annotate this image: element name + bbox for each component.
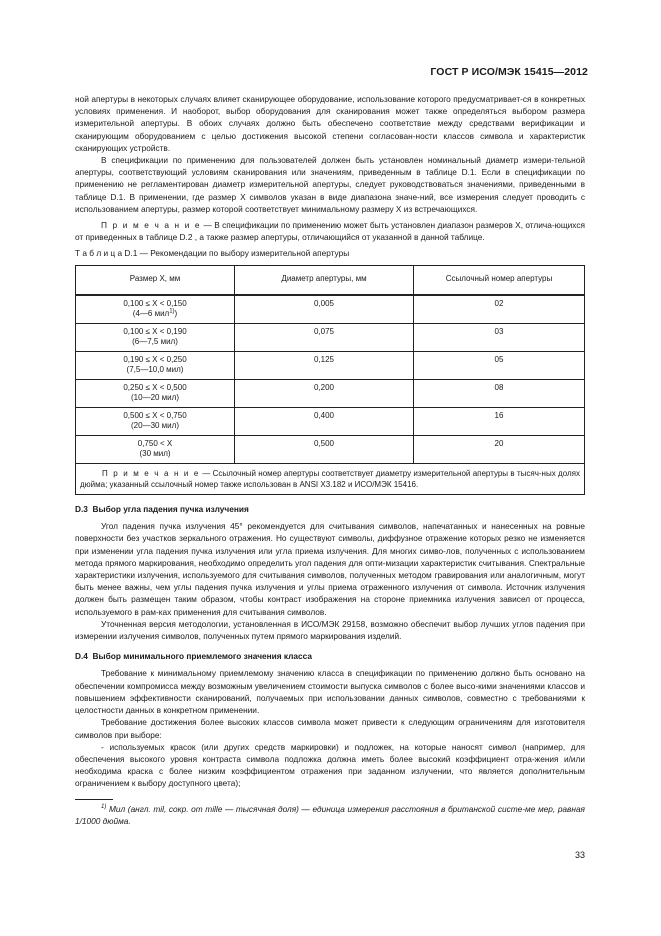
section-number: D.3 xyxy=(75,504,88,515)
note-1-label: П р и м е ч а н и е xyxy=(101,220,202,231)
cell-x-size xyxy=(76,295,235,324)
standard-header: ГОСТ Р ИСО/МЭК 15415—2012 xyxy=(430,66,588,78)
table-note-row xyxy=(76,463,585,494)
section-d3-heading xyxy=(75,503,585,515)
cell-ref: 03 xyxy=(414,323,585,351)
x-size-mil: (30 мил) xyxy=(139,449,171,459)
cell-ref: 05 xyxy=(414,351,585,379)
cell-x-size xyxy=(76,435,235,463)
x-size-mil xyxy=(80,309,230,320)
table-row xyxy=(76,407,585,435)
table-caption: Т а б л и ц а D.1 — Рекомендации по выбору измерительной апертуры xyxy=(75,248,350,259)
d3-paragraph-2: Уточненная версия методологии, установленная в ИСО/МЭК 29158, возможно обеспечит выбор лучших углов падения при измерении излучения символов, полученных путем прямого маркирования изделий. xyxy=(75,618,585,642)
d3-paragraph-1: Угол падения пучка излучения 45° рекомендуется для считывания символов, напечатанных и нанесенных на ровные поверхности без участков зеркального отражения. Но существуют символы, диффузное отражение которых резко не изменяется при изменении угла падения пучка излучения или угла приема излучения. Для многих симво-лов, полученных с использованием метода прямого маркирования, необходимо определить угол падения для опти-мизации характеристик считывания. Спектральные характеристики излучения, используемого для считывания символов, полученных методом гравирования или аналогичным, могут быть менее важны, чем углы падения пучка излучения и углы приема отраженного излучения от символа. Источник излучения должен быть размещен таким образом, чтобы контраст изображения на стороне приемника излучения зависел от процесса, используемого в рам-ках применения для считывания символов. xyxy=(75,521,585,617)
cell-ref: 20 xyxy=(414,435,585,463)
cell-x-size xyxy=(76,379,235,407)
cell-diameter: 0,005 xyxy=(235,295,414,324)
cell-diameter: 0,500 xyxy=(235,435,414,463)
table-note xyxy=(76,463,585,494)
mil-range-end: ) xyxy=(174,309,178,319)
x-size-range: 0,750 < X xyxy=(137,438,173,448)
header-x-size: Размер X, мм xyxy=(76,265,235,295)
x-size-range: 0,100 ≤ X < 0,190 xyxy=(123,326,187,336)
table-header-row xyxy=(76,265,585,295)
cell-ref: 16 xyxy=(414,407,585,435)
x-size-range: 0,100 ≤ X < 0,150 xyxy=(123,298,187,308)
table-row xyxy=(76,323,585,351)
x-size-mil: (10—20 мил) xyxy=(131,393,179,403)
cell-ref: 08 xyxy=(414,379,585,407)
table-row xyxy=(76,379,585,407)
d4-paragraph-1: Требование к минимальному приемлемому значению класса в спецификации по применению должно быть основано на обеспечении компромисса между возможным увеличением стоимости выпуска символов с более высо-кими значениями классов и повышением эффективности сканирований, получаемых при использовании данных символов, совместно с требованиями к целостности данных в конкретном применении. xyxy=(75,668,585,716)
note-1 xyxy=(75,219,585,243)
cell-ref: 02 xyxy=(414,295,585,324)
section-title: Выбор угла падения пучка излучения xyxy=(92,504,249,515)
table-row xyxy=(76,295,585,324)
footnote-text: Мил (англ. mil, сокр. от mille — тысячная доля) — единица измерения расстояния в британской систе-ме мер, равная 1/1000 дюйма. xyxy=(75,803,585,826)
footnote-divider xyxy=(75,799,113,800)
table-note-text: — Ссылочный номер апертуры соответствует диаметру измерительной апертуры в тысяч-ных долях дюйма; указанный ссылочный номер также использован в ANSI X3.182 и ИСО/МЭК 15416. xyxy=(80,468,580,489)
d4-paragraph-2: Требование достижения более высоких классов символа может привести к следующим ограничениям для изготовителя символов при выборе: xyxy=(75,717,585,740)
mil-range: (4—6 мил xyxy=(132,309,170,319)
x-size-mil: (7,5—10,0 мил) xyxy=(126,365,184,375)
d4-paragraph-3: - используемых красок (или других средств маркировки) и подложек, на которые наносят символ (например, для обеспечения высокого уровня контраста символа подложка должна иметь более высокий коэффициент отра-жения и/или необходима краска с более низким коэффициентом отражения при заданном излучении, что является дополнительным ограничением к выбору доступного цвета); xyxy=(75,741,585,789)
table-row xyxy=(76,351,585,379)
header-aperture-ref: Ссылочный номер апертуры xyxy=(414,265,585,295)
header-aperture-diameter: Диаметр апертуры, мм xyxy=(235,265,414,295)
cell-diameter: 0,075 xyxy=(235,323,414,351)
section-title: Выбор минимального приемлемого значения класса xyxy=(92,651,312,662)
paragraph-top-2: В спецификации по применению для пользователей должен быть установлен номинальный диаметр измери-тельной апертуры, соответствующий условиям сканирования или значениям, приведенным в таблице D.1. Если в спецификации по применению не регламентирован диаметр измерительной апертуры, следует руководствоваться значениями, приведенными в таблице D.1. В применении, где размер X символов указан в виде диапазона значе-ний, все измерения следует проводить с использованием апертуры, размер которой соответствует минимальному размеру X из встречающихся. xyxy=(75,155,585,214)
note-1-text: — В спецификации по применению может быть установлен диапазон размеров X, отлича-ющихся от приведенных в таблице D.2 , а также размер апертуры, отличающийся от указанной в данной таблице. xyxy=(75,220,585,243)
section-d4-heading xyxy=(75,650,585,662)
section-number: D.4 xyxy=(75,651,88,662)
x-size-range: 0,500 ≤ X < 0,750 xyxy=(123,410,187,420)
page-number: 33 xyxy=(574,850,585,860)
table-row xyxy=(76,435,585,463)
cell-x-size xyxy=(76,323,235,351)
cell-x-size xyxy=(76,351,235,379)
footnote-mark: 1) xyxy=(169,308,175,315)
page-content xyxy=(75,93,585,827)
aperture-table xyxy=(75,265,585,495)
x-size-range: 0,190 ≤ X < 0,250 xyxy=(123,354,187,364)
cell-diameter: 0,400 xyxy=(235,407,414,435)
x-size-mil: (6—7,5 мил) xyxy=(132,337,178,347)
x-size-mil: (20—30 мил) xyxy=(131,421,179,431)
cell-x-size xyxy=(76,407,235,435)
paragraph-top-1: ной апертуры в некоторых случаях влияет сканирующее оборудование, использование которого предусматривает-ся в конкретных условиях применения. И наоборот, выбор оборудования для сканирования может также определяться выбором размера измерительной апертуры. В обоих случаях должно быть обеспечено соответствие между средствами верификации и сканирующим оборудованием с целью достижения высокой степени согласован-ности классов символа и характеристик сканирующих устройств. xyxy=(75,94,585,153)
cell-diameter: 0,125 xyxy=(235,351,414,379)
footnote xyxy=(75,803,585,827)
cell-diameter: 0,200 xyxy=(235,379,414,407)
footnote-mark: 1) xyxy=(101,803,107,810)
x-size-range: 0,250 ≤ X < 0,500 xyxy=(123,382,187,392)
table-note-label: П р и м е ч а н и е xyxy=(102,468,200,478)
